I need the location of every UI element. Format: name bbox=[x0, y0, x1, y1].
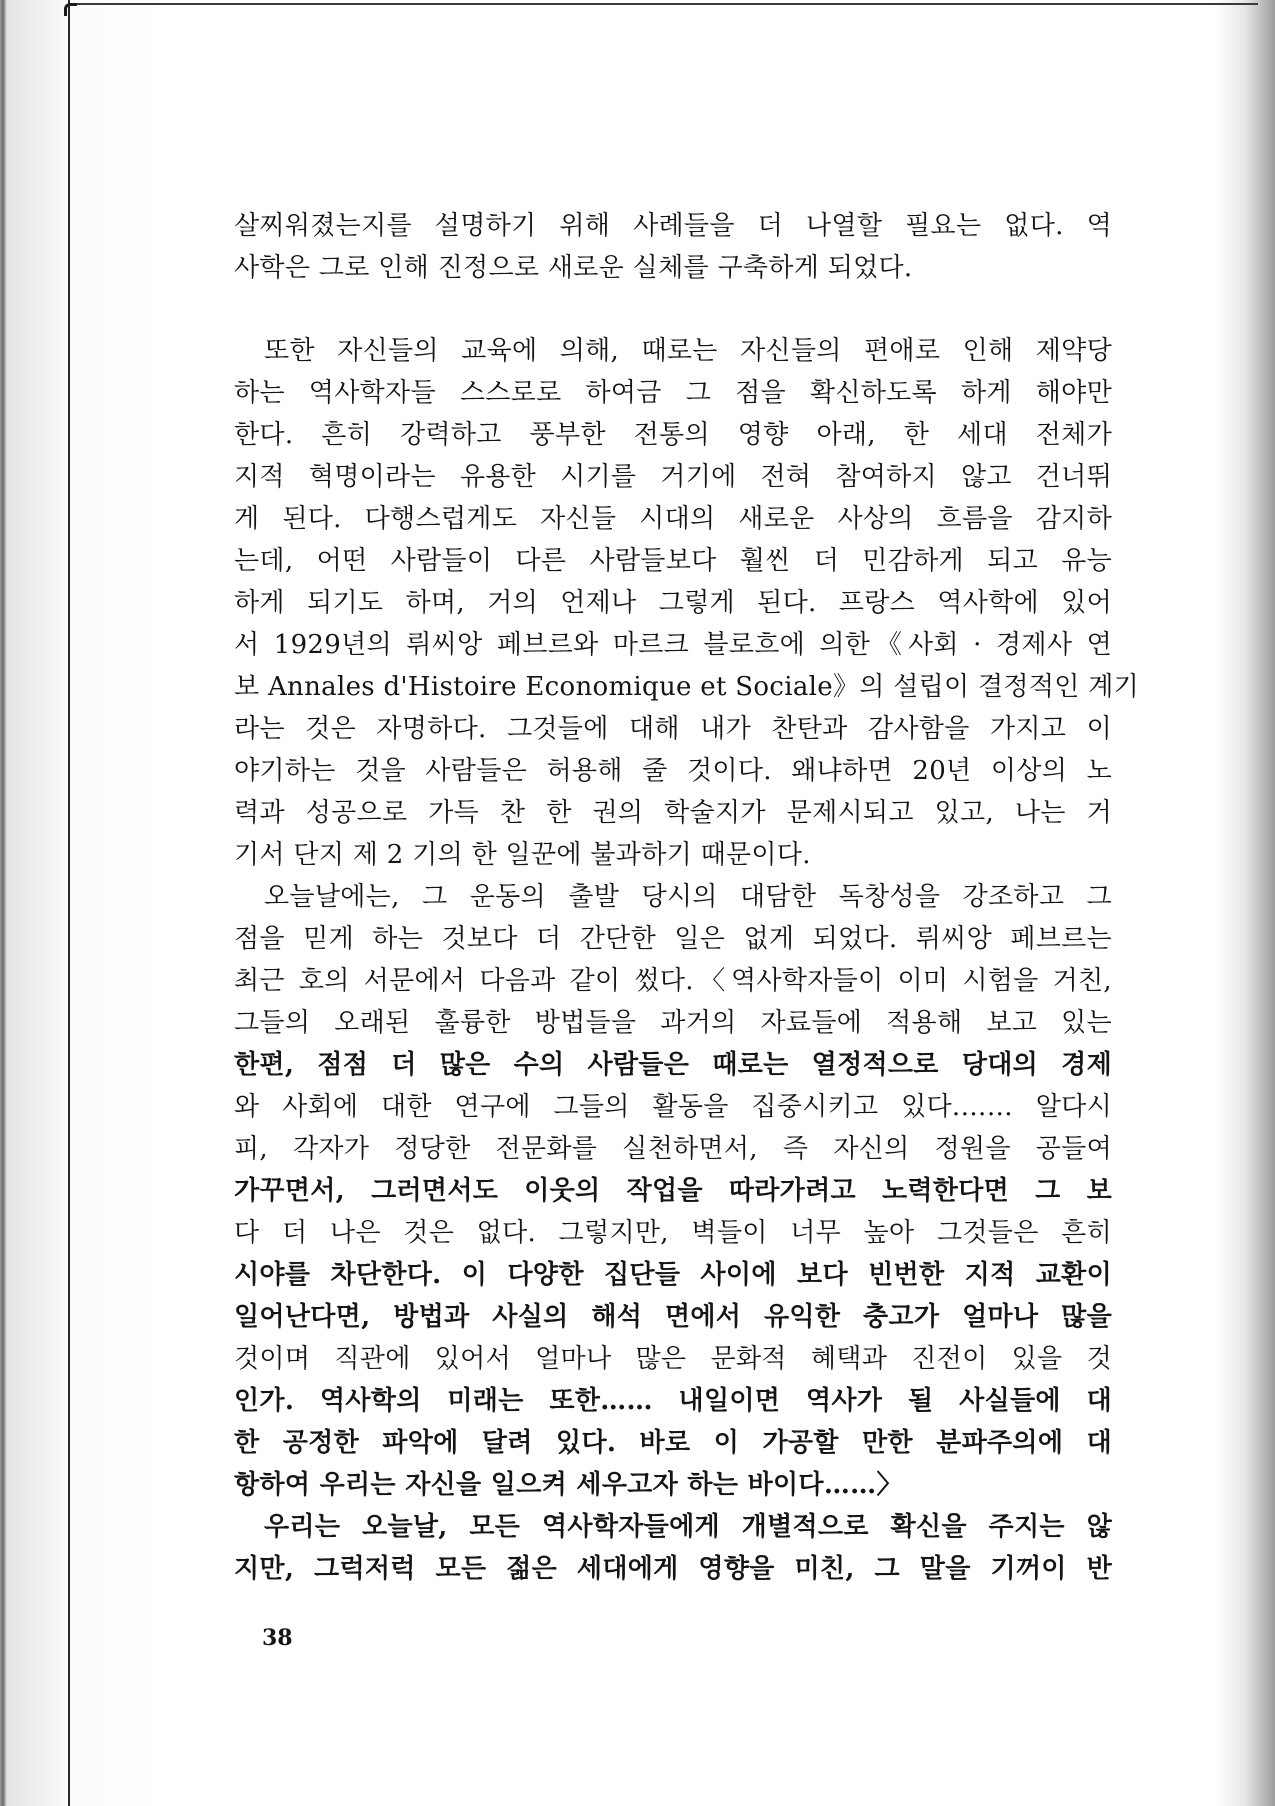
text-line: 피, 각자가 정당한 전문화를 실천하면서, 즉 자신의 정원을 공들여 bbox=[234, 1134, 1112, 1164]
text-line: 서 1929년의 뤼씨앙 페브르와 마르크 블로흐에 의한《사회 · 경제사 연 bbox=[234, 630, 1112, 660]
text-line: 살찌워졌는지를 설명하기 위해 사례들을 더 나열할 필요는 없다. 역 bbox=[234, 211, 1112, 241]
text-line: 사학은 그로 인해 진정으로 새로운 실체를 구축하게 되었다. bbox=[234, 253, 913, 283]
text-line: 는데, 어떤 사람들이 다른 사람들보다 훨씬 더 민감하게 되고 유능 bbox=[234, 546, 1112, 576]
text-line: 보 Annales d'Histoire Economique et Sociale》의 설립이 결정적인 계기 bbox=[234, 672, 1140, 702]
text-line: 지만, 그럭저럭 모든 젊은 세대에게 영향을 미친, 그 말을 기꺼이 반 bbox=[234, 1554, 1112, 1584]
page-top-edge bbox=[68, 3, 1258, 5]
text-line: 한다. 흔히 강력하고 풍부한 전통의 영향 아래, 한 세대 전체가 bbox=[234, 420, 1112, 450]
text-line: 것이며 직관에 있어서 얼마나 많은 문화적 혜택과 진전이 있을 것 bbox=[234, 1344, 1112, 1374]
paragraph-continued bbox=[234, 205, 1112, 289]
text-line: 시야를 차단한다. 이 다양한 집단들 사이에 보다 빈번한 지적 교환이 bbox=[234, 1260, 1112, 1290]
text-line: 지적 혁명이라는 유용한 시기를 거기에 전혀 참여하지 않고 건너뛰 bbox=[234, 462, 1112, 492]
text-line: 최근 호의 서문에서 다음과 같이 썼다.〈역사학자들이 이미 시험을 거친, bbox=[234, 966, 1112, 996]
text-line: 일어난다면, 방법과 사실의 해석 면에서 유익한 충고가 얼마나 많을 bbox=[234, 1302, 1112, 1332]
text-line: 한편, 점점 더 많은 수의 사람들은 때로는 열정적으로 당대의 경제 bbox=[234, 1050, 1112, 1080]
text-line: 그들의 오래된 훌륭한 방법들을 과거의 자료들에 적용해 보고 있는 bbox=[234, 1008, 1112, 1038]
text-line: 한 공정한 파악에 달려 있다. 바로 이 가공할 만한 분파주의에 대 bbox=[234, 1428, 1112, 1458]
text-line: 야기하는 것을 사람들은 허용해 줄 것이다. 왜냐하면 20년 이상의 노 bbox=[234, 756, 1112, 786]
text-line: 게 된다. 다행스럽게도 자신들 시대의 새로운 사상의 흐름을 감지하 bbox=[234, 504, 1112, 534]
text-line: 우리는 오늘날, 모든 역사학자들에게 개별적으로 확신을 주지는 않 bbox=[264, 1512, 1112, 1542]
text-line: 기서 단지 제 2 기의 한 일꾼에 불과하기 때문이다. bbox=[234, 840, 811, 870]
page-corner bbox=[64, 3, 77, 16]
text-line: 오늘날에는, 그 운동의 출발 당시의 대담한 독창성을 강조하고 그 bbox=[264, 882, 1112, 912]
text-line: 와 사회에 대한 연구에 그들의 활동을 집중시키고 있다.…… 알다시 bbox=[234, 1092, 1112, 1122]
text-line: 하게 되기도 하며, 거의 언제나 그렇게 된다. 프랑스 역사학에 있어 bbox=[234, 588, 1112, 618]
page-left-edge bbox=[68, 0, 70, 1806]
text-line: 라는 것은 자명하다. 그것들에 대해 내가 찬탄과 감사함을 가지고 이 bbox=[234, 714, 1112, 744]
text-line: 항하여 우리는 자신을 일으켜 세우고자 하는 바이다……〉 bbox=[234, 1470, 903, 1500]
body-text bbox=[234, 330, 1140, 1590]
text-line: 점을 믿게 하는 것보다 더 간단한 일은 없게 되었다. 뤼씨앙 페브르는 bbox=[234, 924, 1112, 954]
text-line: 하는 역사학자들 스스로로 하여금 그 점을 확신하도록 하게 해야만 bbox=[234, 378, 1112, 408]
page-number: 38 bbox=[262, 1625, 293, 1651]
text-line: 또한 자신들의 교육에 의해, 때로는 자신들의 편애로 인해 제약당 bbox=[264, 336, 1112, 366]
text-line: 가꾸면서, 그러면서도 이웃의 작업을 따라가려고 노력한다면 그 보 bbox=[234, 1176, 1112, 1206]
text-line: 다 더 나은 것은 없다. 그렇지만, 벽들이 너무 높아 그것들은 흔히 bbox=[234, 1218, 1112, 1248]
text-line: 력과 성공으로 가득 찬 한 권의 학술지가 문제시되고 있고, 나는 거 bbox=[234, 798, 1112, 828]
text-line: 인가. 역사학의 미래는 또한…… 내일이면 역사가 될 사실들에 대 bbox=[234, 1386, 1112, 1416]
